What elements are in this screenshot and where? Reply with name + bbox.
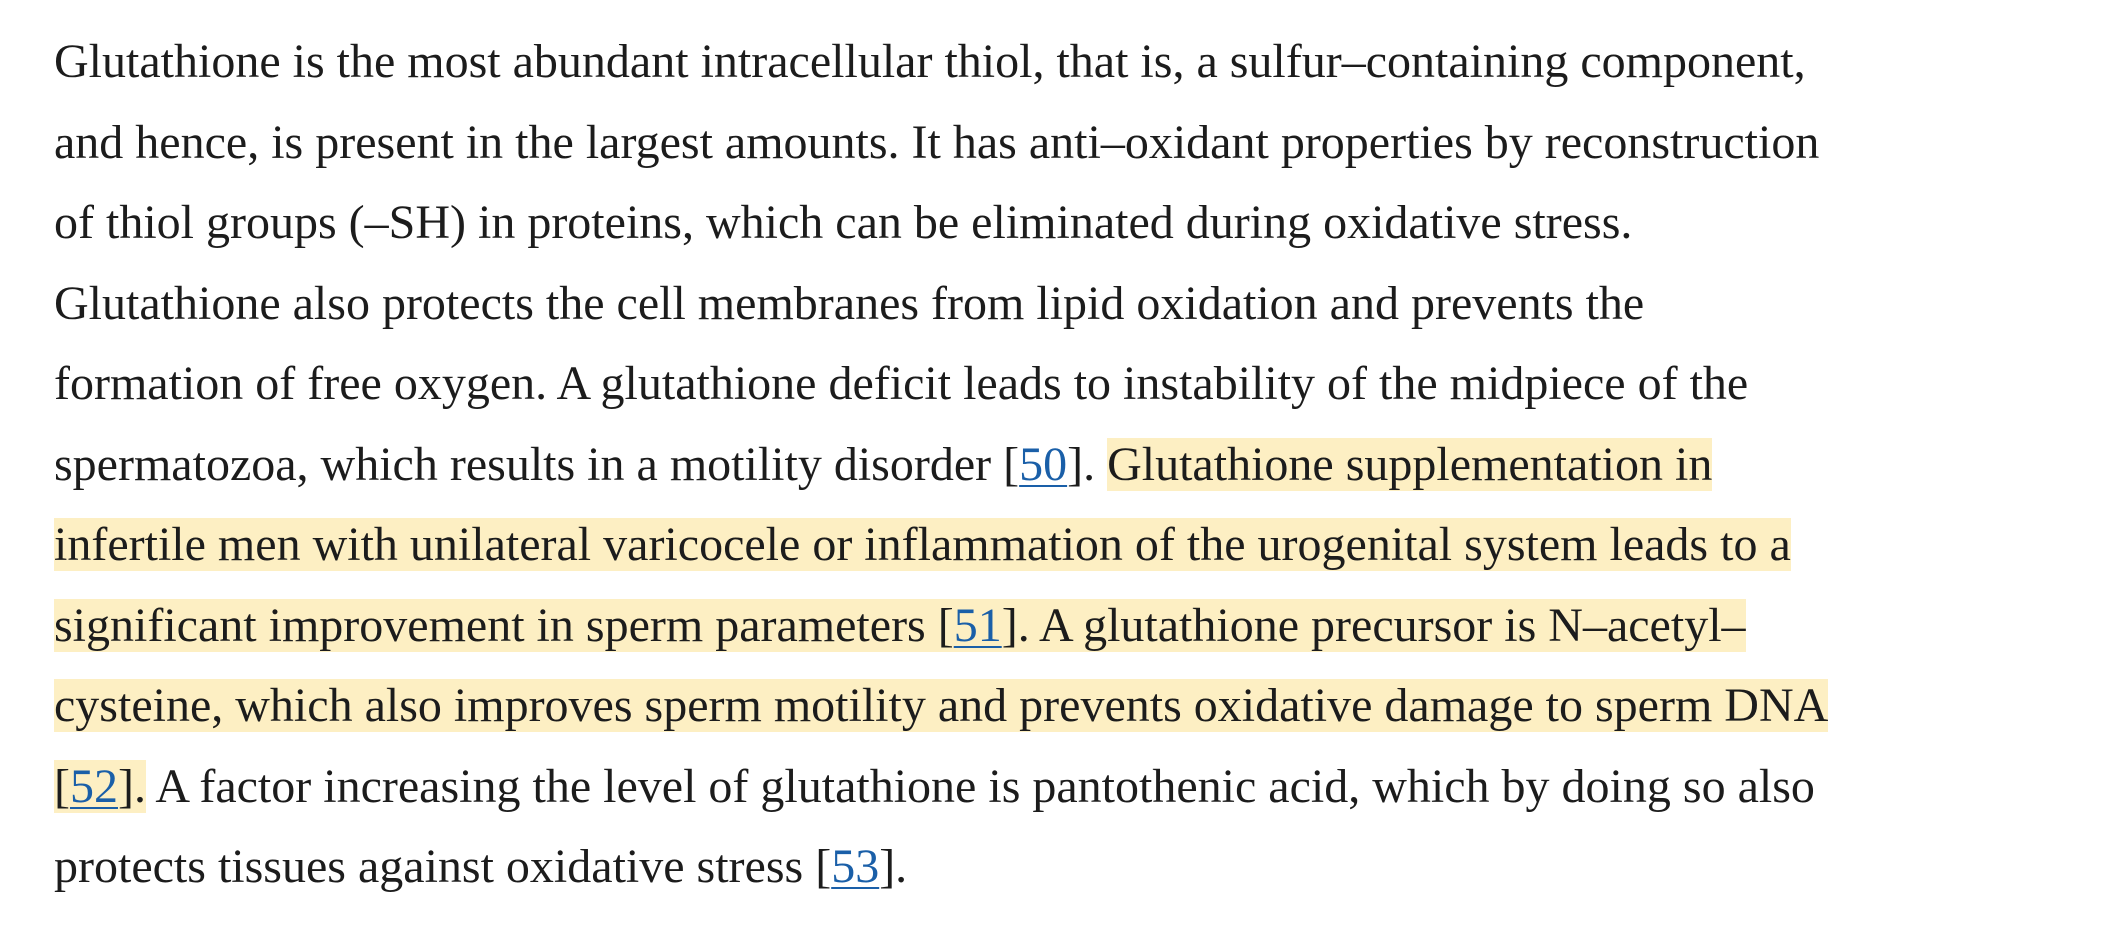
paragraph-glutathione	[54, 22, 2054, 908]
text-segment: Glutathione is the most abundant intracellular thiol, that is, a sulfur–containing component,	[54, 35, 1806, 88]
text-segment: ].	[1067, 437, 1108, 491]
citation-link-52[interactable]: 52	[69, 759, 118, 813]
text-line-11	[54, 827, 2054, 908]
text-segment: ].	[117, 759, 146, 813]
article-body	[54, 22, 2054, 908]
citation-link-50[interactable]: 50	[1019, 437, 1068, 491]
text-line-10	[54, 747, 2054, 828]
highlighted-text[interactable]: infertile men with unilateral varicocele or inflammation of the urogenital system leads to a	[54, 518, 1791, 571]
text-line-5	[54, 344, 2054, 425]
text-segment: Glutathione also protects the cell membranes from lipid oxidation and prevents the	[54, 276, 1645, 330]
text-line-3	[54, 183, 2054, 264]
text-segment: and hence, is present in the largest amounts. It has anti–oxidant properties by reconstruction	[54, 115, 1820, 169]
text-segment: ]. A glutathione precursor is N–acetyl–	[1001, 598, 1746, 652]
text-line-9	[54, 666, 2054, 747]
text-segment: protects tissues against oxidative stress [	[54, 840, 832, 893]
text-segment: formation of free oxygen. A glutathione deficit leads to instability of the midpiece of the	[54, 357, 1749, 410]
highlighted-text[interactable]	[54, 599, 1746, 652]
text-line-6	[54, 425, 2054, 506]
text-line-8	[54, 586, 2054, 667]
text-line-4	[54, 264, 2054, 345]
highlighted-text[interactable]: Glutathione supplementation in	[1107, 437, 1713, 491]
citation-link-51[interactable]: 51	[953, 598, 1002, 652]
text-segment: ].	[879, 840, 908, 893]
text-line-1	[54, 22, 2054, 103]
text-segment: of thiol groups (–SH) in proteins, which can be eliminated during oxidative stress.	[54, 196, 1633, 249]
highlighted-text[interactable]: cysteine, which also improves sperm motility and prevents oxidative damage to sperm DNA	[54, 679, 1829, 732]
text-line-2	[54, 103, 2054, 184]
highlighted-text[interactable]	[54, 760, 146, 813]
citation-link-53[interactable]: 53	[831, 840, 880, 893]
text-segment: spermatozoa, which results in a motility disorder [	[54, 437, 1020, 491]
text-segment: [	[54, 759, 70, 813]
text-segment: A factor increasing the level of glutathione is pantothenic acid, which by doing so also	[145, 759, 1815, 813]
text-segment: significant improvement in sperm parameters [	[54, 598, 954, 652]
text-line-7	[54, 505, 2054, 586]
